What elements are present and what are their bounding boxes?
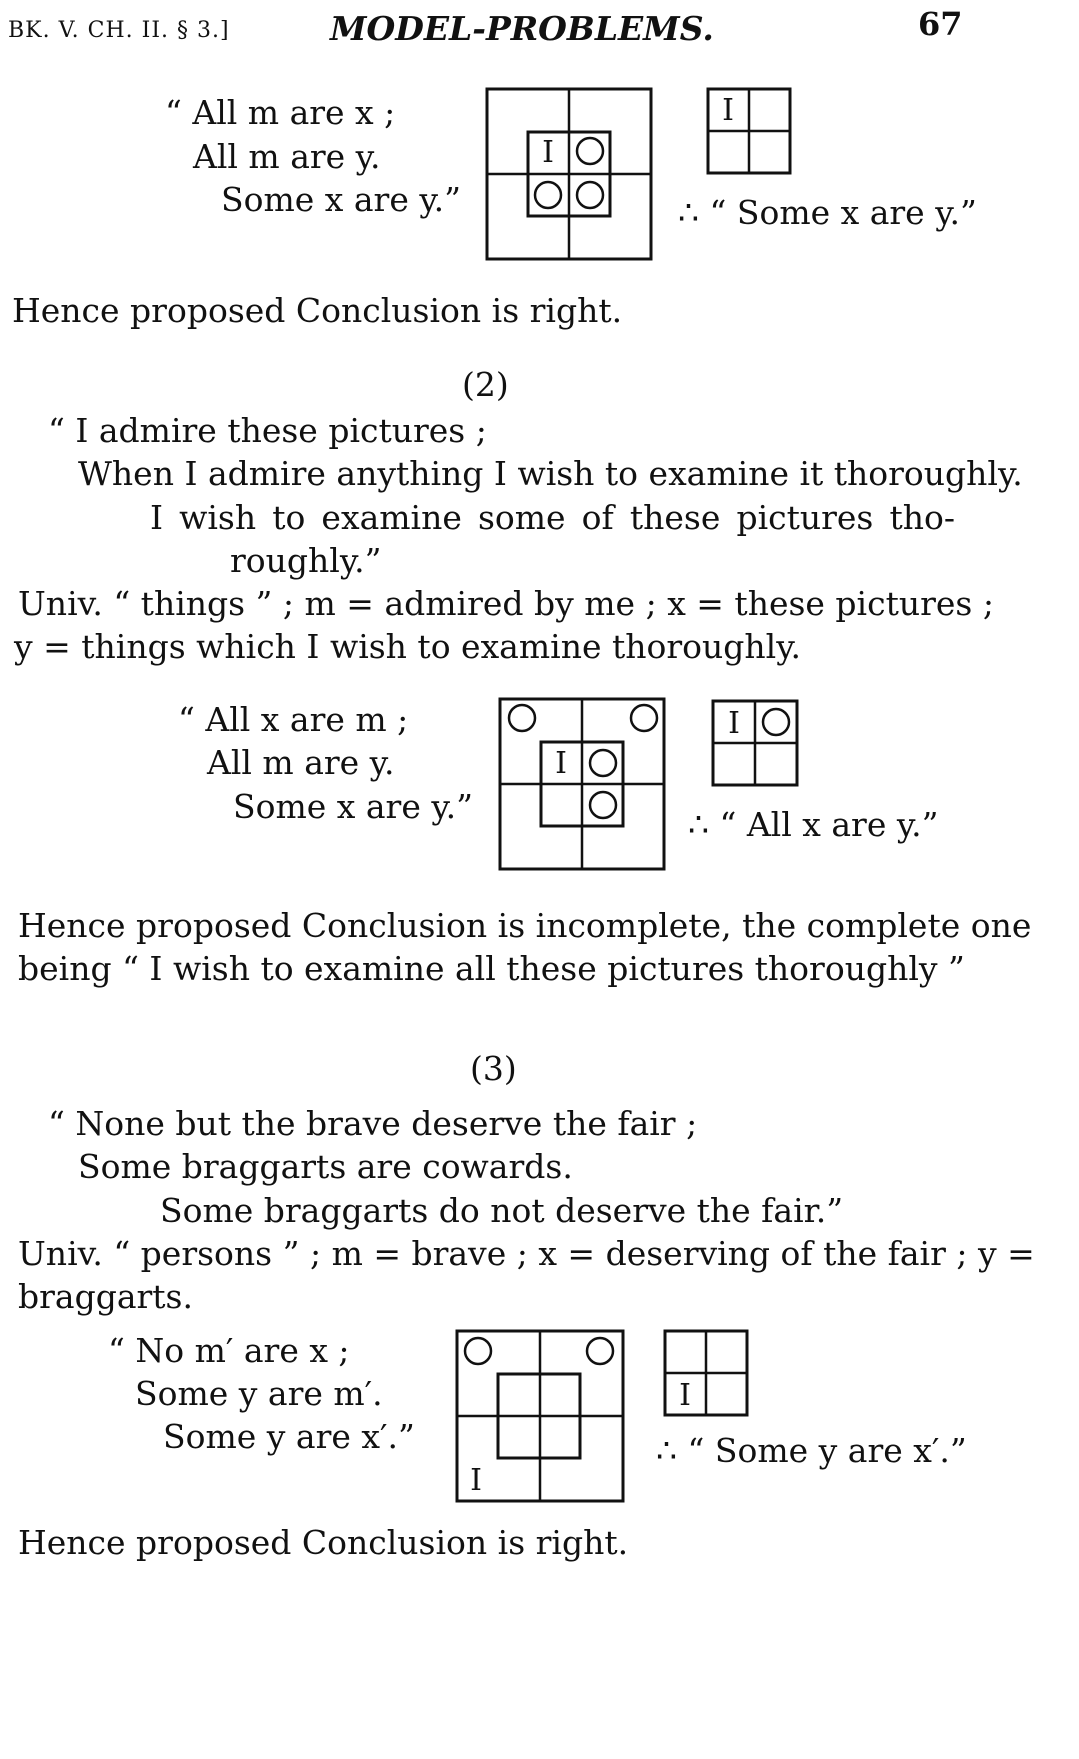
p3-premise-2: Some y are m′. (135, 1374, 383, 1413)
p3-conclusion: Some y are x′.” (163, 1417, 415, 1456)
p2-result-occupied-mark: I (728, 706, 740, 741)
p3-occupied-mark: I (470, 1463, 482, 1498)
p3-verdict: Hence proposed Conclusion is right. (18, 1523, 629, 1562)
p2-premise-2: All m are y. (207, 743, 395, 782)
running-head-section: BK. V. CH. II. § 3.] (8, 18, 230, 43)
p1-empty-mark-1 (577, 138, 603, 164)
p1-empty-mark-2 (535, 182, 561, 208)
p1-verdict: Hence proposed Conclusion is right. (12, 291, 623, 330)
p2-conclusion: Some x are y.” (233, 787, 473, 826)
p1-result: ∴ “ Some x are y.” (678, 193, 977, 232)
p2-statement-line-4: roughly.” (230, 541, 382, 580)
p3-result: ∴ “ Some y are x′.” (656, 1431, 967, 1470)
p1-premise-1: “ All m are x ; (165, 93, 396, 132)
p2-occupied-mark: I (555, 746, 567, 781)
p1-conclusion: Some x are y.” (221, 180, 461, 219)
p2-verdict-line-1-text: Hence proposed Conclusion is incomplete, the complete one (18, 906, 1032, 945)
p3-statement-line-3: Some braggarts do not deserve the fair.” (160, 1191, 844, 1230)
p2-result-empty-mark (763, 709, 789, 735)
running-head-title: MODEL-PROBLEMS. (330, 9, 714, 48)
p2-empty-mark-4 (590, 792, 616, 818)
p2-biliteral-diagram (712, 700, 798, 786)
p1-premise-2: All m are y. (193, 137, 381, 176)
p3-result-occupied-mark: I (679, 1378, 691, 1413)
p3-empty-mark-2 (587, 1338, 613, 1364)
p2-verdict-line-1 (18, 906, 1032, 945)
p2-premise-1: “ All x are m ; (178, 700, 409, 739)
p2-statement-line-3-text: I wish to examine some of these pictures tho- (150, 498, 955, 537)
p2-statement-line-3 (150, 498, 955, 537)
p1-occupied-mark: I (542, 135, 554, 170)
p3-univ-line-1-text: Univ. “ persons ” ; m = brave ; x = deserving of the fair ; y = (18, 1234, 1035, 1273)
p2-result: ∴ “ All x are y.” (688, 805, 939, 844)
p3-statement-line-1: “ None but the brave deserve the fair ; (48, 1104, 698, 1143)
page-number: 67 (918, 5, 963, 43)
p3-premise-1: “ No m′ are x ; (108, 1331, 350, 1370)
p1-empty-mark-3 (577, 182, 603, 208)
p2-statement-line-1: “ I admire these pictures ; (48, 411, 487, 450)
p2-empty-mark-1 (509, 705, 535, 731)
p3-empty-mark-1 (465, 1338, 491, 1364)
p2-univ-line-2: y = things which I wish to examine thoroughly. (14, 627, 801, 666)
p3-number: (3) (470, 1049, 517, 1088)
p1-result-occupied-mark: I (722, 93, 734, 128)
p2-verdict-line-2: being “ I wish to examine all these pictures thoroughly ” (18, 949, 965, 988)
p2-empty-mark-3 (590, 750, 616, 776)
p2-empty-mark-2 (631, 705, 657, 731)
p2-number: (2) (462, 365, 509, 404)
p2-univ-line-1 (18, 584, 994, 623)
p3-statement-line-2: Some braggarts are cowards. (78, 1147, 573, 1186)
p3-triliteral-diagram (456, 1330, 624, 1502)
p3-univ-line-2: braggarts. (18, 1277, 193, 1316)
p3-univ-line-1 (18, 1234, 1035, 1273)
p1-triliteral-diagram (486, 88, 652, 260)
p2-statement-line-2: When I admire anything I wish to examine it thoroughly. (78, 454, 1023, 493)
p2-triliteral-diagram (499, 698, 665, 870)
p2-univ-line-1-text: Univ. “ things ” ; m = admired by me ; x = these pictures ; (18, 584, 994, 623)
p1-biliteral-diagram (707, 88, 791, 174)
p3-biliteral-diagram (664, 1330, 748, 1416)
